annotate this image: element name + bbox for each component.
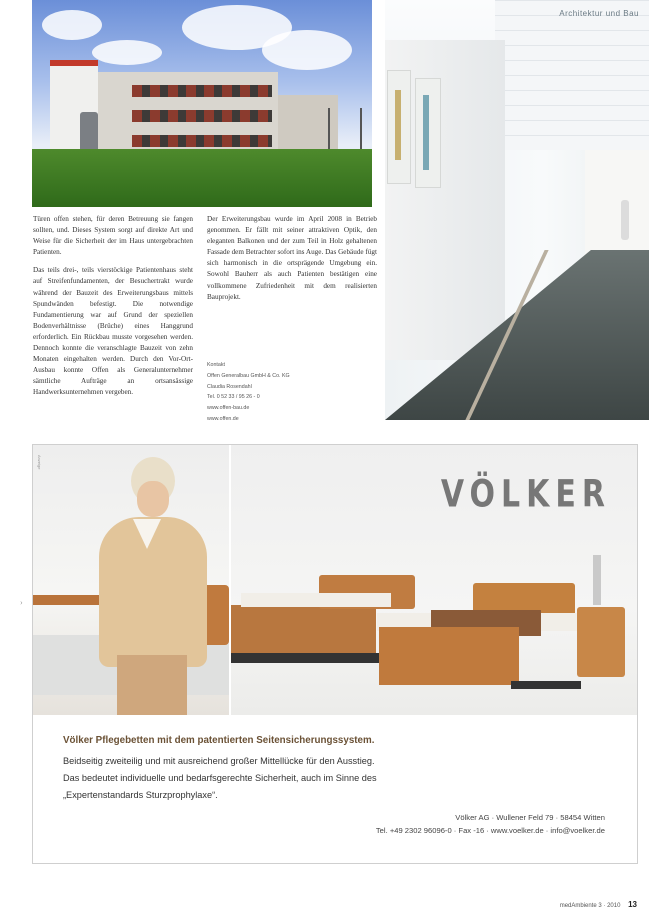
journal-name: medAmbiente 3 · 2010 <box>559 903 621 909</box>
page-footer <box>560 900 637 909</box>
page-number: 13 <box>628 900 637 909</box>
contact-credits <box>207 360 290 425</box>
ad-body-line: Beidseitig zweiteilig und mit ausreichend großer Mittellücke für den Ausstieg. <box>63 756 375 766</box>
nurse-photo <box>33 445 229 715</box>
ad-side-label: Anzeige <box>37 455 42 470</box>
building-photo <box>32 0 372 207</box>
ad-contact-links[interactable]: Tel. +49 2302 96096-0 · Fax -16 · www.voelker.de · info@voelker.de <box>375 826 605 835</box>
credit-line: Kontakt <box>207 362 225 368</box>
article-paragraph: Türen offen stehen, für deren Betreuung sie fangen sollten, und. Dieses System sorgt auf direkte Art und Weise für die Sicherheit der im Haus untergebrachten Patienten. <box>33 215 193 257</box>
corridor-photo <box>385 0 649 420</box>
crop-mark: › <box>20 598 23 607</box>
article-paragraph: Der Erweiterungsbau wurde im April 2008 in Betrieb genommen. Er fällt mit seiner attraktiven Optik, den eleganten Balkonen und der zum Teil in Holz gehaltenen Fassade dem Betrachter sofort ins Auge. Das Gebäude fügt sich harmonisch in die ortsprägende Umgebung ein. Sowohl Bauherr als auch Patienten bestätigen eine vollkommene Zufriedenheit mit dem realisierten Bauprojekt. <box>207 215 377 301</box>
voelker-logo: VÖLKER <box>440 472 611 517</box>
article-column-1 <box>33 214 193 406</box>
ad-address: Völker AG · Wullener Feld 79 · 58454 Witten <box>455 813 605 822</box>
running-head: Architektur und Bau <box>559 9 639 18</box>
credit-link[interactable]: www.offen.de <box>207 415 239 422</box>
article-paragraph: Das teils drei-, teils vierstöckige Patientenhaus steht auf Streifenfundamenten, der Besuchertrakt wurde während der Bauzeit des Erweiterungsbaus mittels Spundwänden befestigt. Die notwendige Fundamentierung war auf Grund der speziellen Bodenverhältnisse (Brüche) eines Hanggrund erforderlich. Ein Rückbau musste vorgesehen werden. Dennoch konnte die veranschlagte Bauzeit von zehn Monaten eingehalten werden. Durch den Vor-Ort-Ausbau konnte Offen als Generalunternehmer sämtliche Aufträge an ortsansässige Handwerksunternehmen vergeben. <box>33 266 193 397</box>
credit-line: Offen Generalbau GmbH & Co. KG <box>207 372 290 379</box>
ad-body-line: Das bedeutet individuelle und bedarfsgerechte Sicherheit, auch im Sinne des <box>63 773 377 783</box>
ad-headline: Völker Pflegebetten mit dem patentierten Seitensicherungssystem. <box>63 735 375 746</box>
credit-line: Claudia Rosendahl <box>207 383 252 390</box>
credit-link[interactable]: www.offen-bau.de <box>207 405 250 412</box>
credit-line: Tel. 0 52 33 / 95 26 - 0 <box>207 394 260 401</box>
voelker-advertisement <box>32 444 638 864</box>
beds-photo <box>231 445 637 715</box>
article-column-2 <box>207 214 377 310</box>
ad-body-line: „Expertenstandards Sturzprophylaxe“. <box>63 790 218 800</box>
